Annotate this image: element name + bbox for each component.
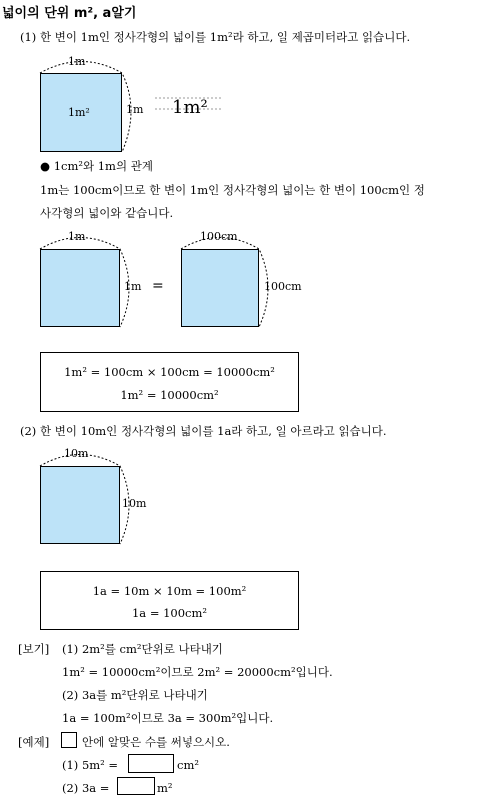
exercise-problem-1-unit: cm²	[177, 758, 199, 772]
exercise-blank-legend	[61, 732, 77, 748]
formula2-line1: 1a = 10m × 10m = 100m²	[92, 584, 247, 598]
relation-line-1: 1m는 100cm이므로 한 변이 1m인 정사각형의 넓이는 한 변이 100cm인 정	[40, 183, 425, 197]
formula1-line2: 1m² = 10000cm²	[120, 388, 219, 402]
left-square-side-label: 1m	[124, 280, 142, 293]
right-square-side-label: 100cm	[264, 280, 302, 293]
section1-number: (1)	[20, 30, 37, 44]
example-question-2: (2) 3a를 m²단위로 나타내기	[62, 688, 208, 702]
square-1m-top-label: 1m	[68, 55, 86, 68]
example-question-1: (1) 2m²를 cm²단위로 나타내기	[62, 642, 223, 656]
square-1m-side-label: 1m	[126, 103, 144, 116]
relation-heading: ● 1cm²와 1m의 관계	[40, 159, 153, 173]
equals-sign: =	[152, 278, 164, 294]
exercise-problem-1-label: (1) 5m² =	[62, 758, 119, 772]
example-answer-1: 1m² = 10000cm²이므로 2m² = 20000cm²입니다.	[62, 665, 333, 679]
exercise-answer-1-box[interactable]	[128, 754, 174, 773]
page-title: 넓이의 단위 m², a알기	[2, 6, 137, 21]
big-unit-label: 1m²	[172, 97, 208, 118]
section1-text: 한 변이 1m인 정사각형의 넓이를 1m²라 하고, 일 제곱미터라고 읽습니다.	[40, 30, 411, 44]
square-1m-inner-label: 1m²	[68, 106, 90, 119]
square-10m-top-label: 10m	[64, 447, 89, 460]
example-answer-2: 1a = 100m²이므로 3a = 300m²입니다.	[62, 711, 274, 725]
exercise-problem-2-label: (2) 3a =	[62, 781, 110, 795]
section2-number: (2)	[20, 424, 37, 438]
right-square-top-label: 100cm	[200, 230, 238, 243]
left-square-top-label: 1m	[68, 230, 86, 243]
exercise-instruction: 안에 알맞은 수를 써넣으시오.	[82, 735, 230, 749]
formula2-line2: 1a = 100cm²	[131, 606, 208, 620]
exercise-tag: [예제]	[18, 735, 50, 749]
exercise-problem-2-unit: m²	[157, 781, 173, 795]
exercise-answer-2-box[interactable]	[117, 777, 155, 795]
formula1-line1: 1m² = 100cm × 100cm = 10000cm²	[64, 365, 275, 379]
square-10m-side-label: 10m	[122, 497, 147, 510]
relation-line-2: 사각형의 넓이와 같습니다.	[40, 206, 174, 220]
formula-box-2	[40, 571, 299, 630]
section2-text: 한 변이 10m인 정사각형의 넓이를 1a라 하고, 일 아르라고 읽습니다.	[40, 424, 387, 438]
example-tag: [보기]	[18, 642, 50, 656]
square-10m	[40, 466, 120, 544]
